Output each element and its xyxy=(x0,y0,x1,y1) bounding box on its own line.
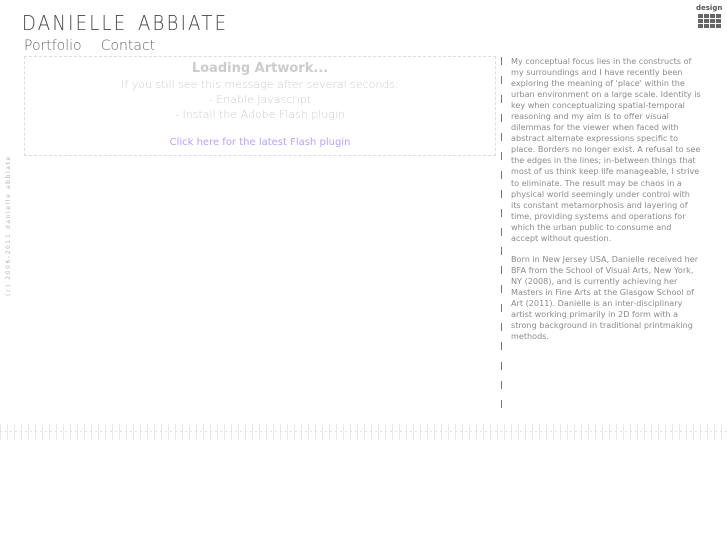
loading-message: If you still see this message after several seconds: xyxy=(121,78,399,91)
nav-contact-link[interactable]: Contact xyxy=(100,38,156,54)
site-logo[interactable]: danielle abbiate xyxy=(22,3,229,37)
decorative-dotted-band xyxy=(0,424,727,440)
flash-content-area xyxy=(24,56,496,156)
enable-javascript-step: - Enable Javascript xyxy=(208,93,312,106)
get-flash-link[interactable]: Click here for the latest Flash plugin xyxy=(169,137,351,148)
grid-icon xyxy=(698,14,721,28)
artist-statement xyxy=(511,56,701,352)
loading-heading: Loading Artwork... xyxy=(191,61,329,76)
install-flash-step: - Install the Adobe Flash plugin xyxy=(175,108,345,121)
nav-portfolio-link[interactable]: Portfolio xyxy=(24,38,82,54)
sidebar-divider xyxy=(501,57,505,417)
copyright-text: (c) 2006-2011 danielle abbiate xyxy=(5,155,12,296)
main-nav xyxy=(24,35,169,54)
design-badge-label: design xyxy=(696,4,723,12)
bio-paragraph: Born in New Jersey USA, Danielle received her BFA from the School of Visual Arts, New York, NY (2008), and is currently achieving her Masters in Fine Arts at the Glasgow School of Art (2011). Danielle is an inter-disciplinary artist working primarily in 2D form with a strong background in traditional printmaking methods. xyxy=(511,253,699,342)
statement-paragraph: My conceptual focus lies in the constructs of my surroundings and I have recently been exploring the meaning of 'place' within the urban environment on a large scale. Identity is key when conceptualizing spatial-temporal reasoning and my aim is to offer visual dilemmas for the viewer when faced with abstract alternate expressions specific to place. Borders no longer exist. A refusal to see the edges in the lines; in-between things that most of us think keep life manageable, I strive to eliminate. The result may be chaos in a physical world seemingly under control with its constant metamorphosis and layering of time, providing systems and operations for which the urban public to consume and accept without question. xyxy=(511,56,701,243)
design-badge[interactable] xyxy=(696,4,722,28)
